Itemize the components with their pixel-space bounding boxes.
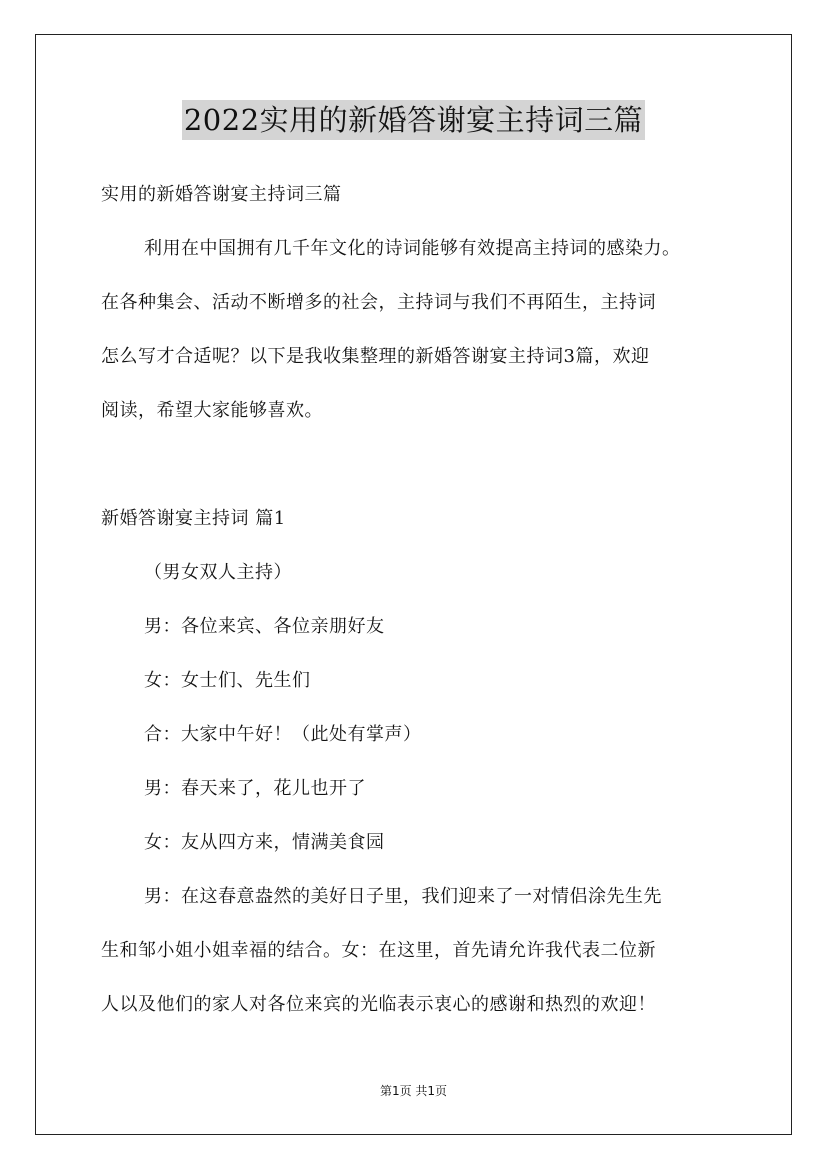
document-body [101, 168, 741, 1032]
body-line: 男：春天来了，花儿也开了 [144, 778, 366, 799]
page-footer: 第1页 共1页 [379, 1084, 448, 1098]
body-line: （男女双人主持） [144, 562, 292, 583]
body-line: 合：大家中午好！（此处有掌声） [144, 724, 422, 745]
paragraph-gap [101, 438, 741, 492]
body-line: 女：友从四方来，情满美食园 [144, 832, 385, 853]
body-line: 女：女士们、先生们 [144, 670, 311, 691]
body-line: 男：各位来宾、各位亲朋好友 [144, 616, 385, 637]
body-line: 阅读，希望大家能够喜欢。 [101, 400, 323, 421]
body-line: 男：在这春意盎然的美好日子里，我们迎来了一对情侣涂先生先 [144, 886, 662, 907]
body-line: 在各种集会、活动不断增多的社会，主持词与我们不再陌生，主持词 [101, 292, 656, 313]
body-line: 生和邹小姐小姐幸福的结合。女：在这里，首先请允许我代表二位新 [101, 940, 656, 961]
document-title: 2022实用的新婚答谢宴主持词三篇 [182, 100, 645, 140]
body-line: 利用在中国拥有几千年文化的诗词能够有效提高主持词的感染力。 [144, 238, 681, 259]
body-line: 怎么写才合适呢？以下是我收集整理的新婚答谢宴主持词3篇，欢迎 [101, 346, 650, 367]
title-container [0, 100, 827, 140]
body-line: 人以及他们的家人对各位来宾的光临表示衷心的感谢和热烈的欢迎！ [101, 994, 656, 1015]
section-heading: 新婚答谢宴主持词 篇1 [101, 508, 286, 529]
body-line: 实用的新婚答谢宴主持词三篇 [101, 184, 342, 205]
